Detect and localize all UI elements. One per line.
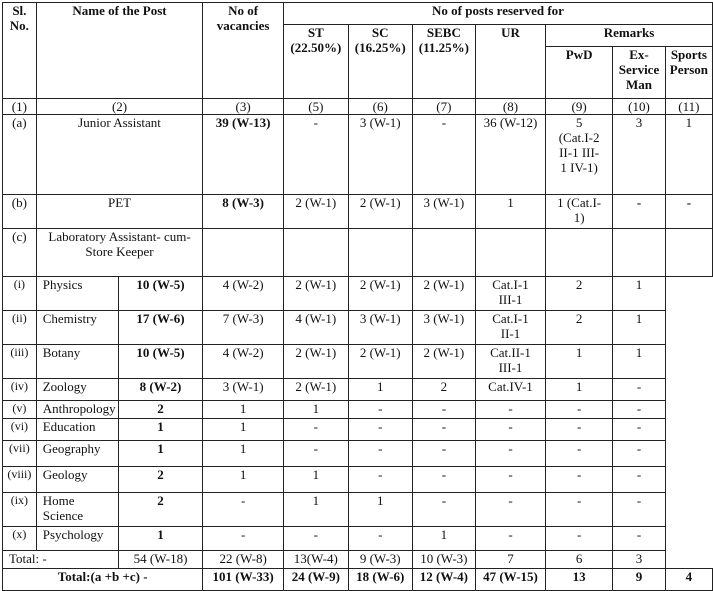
sub-row-ex: -: [546, 527, 613, 551]
row-b-ex: -: [613, 195, 666, 229]
row-a-ur: 36 (W-12): [475, 115, 545, 195]
sub-row-st: 1: [203, 441, 284, 467]
sub-row-sports: -: [613, 467, 666, 493]
row-c-sc-empty: [348, 229, 412, 277]
sub-row-pwd: Cat.II-1 III-1: [475, 345, 545, 379]
sub-row-sc: 2 (W-1): [283, 379, 348, 401]
sub-row-name: Botany: [36, 345, 118, 379]
row-b-sl: (b): [3, 195, 37, 229]
header-sports: Sports Person: [665, 47, 712, 99]
sub-row-pwd: Cat.I-1 III-1: [475, 277, 545, 311]
table-row: [3, 379, 713, 401]
table-row: [3, 311, 713, 345]
sub-row-sc: -: [283, 419, 348, 441]
row-a-sc: 3 (W-1): [348, 115, 412, 195]
grand-total-pwd: 13: [546, 569, 613, 591]
sub-row-ex: 2: [546, 277, 613, 311]
sub-row-st: 1: [203, 467, 284, 493]
sub-row-name: Zoology: [36, 379, 118, 401]
grand-total-label: Total:(a +b +c) -: [3, 569, 203, 591]
colnum-5: (5): [283, 99, 348, 115]
sub-row-sports: -: [613, 527, 666, 551]
colnum-3: (3): [203, 99, 284, 115]
row-c-sl: (c): [3, 229, 37, 277]
table-row: [3, 493, 713, 527]
sub-total-label: Total: -: [3, 551, 119, 569]
sub-row-sl: (v): [3, 401, 37, 419]
sub-row-vacancies: 1: [118, 419, 203, 441]
row-a-ex: 3: [613, 115, 666, 195]
colnum-9: (9): [546, 99, 613, 115]
sub-row-name: Home Science: [36, 493, 118, 527]
sub-row-ur: 3 (W-1): [412, 311, 475, 345]
sub-row-pwd: -: [475, 467, 545, 493]
row-a-sports: 1: [665, 115, 712, 195]
table-row: [3, 277, 713, 311]
grand-total-ex: 9: [613, 569, 666, 591]
sub-row-sports: 1: [613, 311, 666, 345]
row-c-pwd-empty: [546, 229, 613, 277]
sub-row-ur: -: [412, 467, 475, 493]
sub-row-name: Geology: [36, 467, 118, 493]
sub-total-sebc: 9 (W-3): [348, 551, 412, 569]
sub-row-sports: -: [613, 493, 666, 527]
sub-row-st: 4 (W-2): [203, 345, 284, 379]
sub-row-pwd: -: [475, 527, 545, 551]
sub-row-st: 7 (W-3): [203, 311, 284, 345]
sub-total-ex: 6: [546, 551, 613, 569]
sub-row-sebc: 3 (W-1): [348, 311, 412, 345]
sub-row-name: Anthropology: [36, 401, 118, 419]
row-c-st-empty: [283, 229, 348, 277]
sub-total-sports: 3: [613, 551, 666, 569]
sub-row-sebc: -: [348, 527, 412, 551]
sub-row-name: Geography: [36, 441, 118, 467]
sub-row-vacancies: 1: [118, 441, 203, 467]
sub-row-vacancies: 2: [118, 493, 203, 527]
row-a-vacancies: 39 (W-13): [203, 115, 284, 195]
sub-row-sl: (i): [3, 277, 37, 311]
sub-row-ex: 1: [546, 379, 613, 401]
sub-total-vacancies: 54 (W-18): [118, 551, 203, 569]
grand-total-row: [3, 569, 713, 591]
table-row: [3, 441, 713, 467]
sub-row-sc: 1: [283, 401, 348, 419]
sub-row-ex: -: [546, 441, 613, 467]
row-b-sc: 2 (W-1): [348, 195, 412, 229]
row-c-ur-empty: [475, 229, 545, 277]
sub-row-name: Chemistry: [36, 311, 118, 345]
sub-row-sports: -: [613, 441, 666, 467]
row-a-name: Junior Assistant: [36, 115, 203, 195]
row-b-vacancies: 8 (W-3): [203, 195, 284, 229]
header-sebc: SEBC (11.25%): [412, 25, 475, 99]
sub-row-pwd: -: [475, 401, 545, 419]
row-c-ex-empty: [613, 229, 666, 277]
colnum-8: (8): [475, 99, 545, 115]
sub-row-ex: -: [546, 401, 613, 419]
sub-row-ur: -: [412, 441, 475, 467]
sub-row-st: 1: [203, 419, 284, 441]
sub-row-pwd: Cat.I-1 II-1: [475, 311, 545, 345]
sub-row-sl: (x): [3, 527, 37, 551]
sub-row-pwd: -: [475, 493, 545, 527]
sub-row-name: Physics: [36, 277, 118, 311]
sub-row-sc: 2 (W-1): [283, 277, 348, 311]
header-st: ST (22.50%): [283, 25, 348, 99]
grand-total-sebc: 12 (W-4): [412, 569, 475, 591]
row-c-sports-empty: [665, 229, 712, 277]
sub-row-ur: -: [412, 419, 475, 441]
vacancy-table-container: [2, 2, 713, 591]
row-b-sports: -: [665, 195, 712, 229]
sub-row-st: -: [203, 527, 284, 551]
sub-row-ur: 2 (W-1): [412, 345, 475, 379]
sub-row-sl: (iii): [3, 345, 37, 379]
table-row: [3, 401, 713, 419]
table-row: [3, 345, 713, 379]
sub-row-pwd: Cat.IV-1: [475, 379, 545, 401]
sub-row-vacancies: 10 (W-5): [118, 277, 203, 311]
sub-row-st: -: [203, 493, 284, 527]
sub-total-pwd: 7: [475, 551, 545, 569]
sub-row-ur: 2: [412, 379, 475, 401]
sub-row-sl: (ix): [3, 493, 37, 527]
sub-row-sebc: -: [348, 401, 412, 419]
column-number-row: [3, 99, 713, 115]
table-row: [3, 467, 713, 493]
table-row: [3, 229, 713, 277]
sub-row-sebc: -: [348, 441, 412, 467]
sub-row-vacancies: 2: [118, 467, 203, 493]
header-pwd: PwD: [546, 47, 613, 99]
sub-row-sebc: -: [348, 467, 412, 493]
sub-row-sebc: 2 (W-1): [348, 277, 412, 311]
sub-row-ex: 1: [546, 345, 613, 379]
sub-row-ex: -: [546, 493, 613, 527]
grand-total-st: 24 (W-9): [283, 569, 348, 591]
row-b-pwd: 1 (Cat.I-1): [546, 195, 613, 229]
header-ex-service: Ex-Service Man: [613, 47, 666, 99]
sub-row-vacancies: 8 (W-2): [118, 379, 203, 401]
row-c-vacancies-empty: [203, 229, 284, 277]
row-b-sebc: 3 (W-1): [412, 195, 475, 229]
sub-row-pwd: -: [475, 441, 545, 467]
sub-row-sl: (vi): [3, 419, 37, 441]
table-row: [3, 115, 713, 195]
sub-row-sc: 2 (W-1): [283, 345, 348, 379]
grand-total-sports: 4: [665, 569, 712, 591]
sub-row-sebc: 1: [348, 493, 412, 527]
sub-row-sl: (ii): [3, 311, 37, 345]
sub-total-row: [3, 551, 713, 569]
table-row: [3, 195, 713, 229]
sub-row-vacancies: 17 (W-6): [118, 311, 203, 345]
sub-row-sc: -: [283, 441, 348, 467]
sub-row-sports: 1: [613, 345, 666, 379]
sub-row-sc: 1: [283, 467, 348, 493]
colnum-7: (7): [412, 99, 475, 115]
header-vacancies: No of vacancies: [203, 3, 284, 99]
table-row: [3, 527, 713, 551]
sub-row-sports: -: [613, 419, 666, 441]
header-row-1: [3, 3, 713, 25]
sub-row-st: 3 (W-1): [203, 379, 284, 401]
sub-total-sc: 13(W-4): [283, 551, 348, 569]
sub-row-st: 4 (W-2): [203, 277, 284, 311]
sub-row-ex: 2: [546, 311, 613, 345]
table-row: [3, 419, 713, 441]
colnum-10: (10): [613, 99, 666, 115]
sub-row-sports: 1: [613, 277, 666, 311]
sub-row-sebc: 1: [348, 379, 412, 401]
row-b-name: PET: [36, 195, 203, 229]
sub-row-sebc: 2 (W-1): [348, 345, 412, 379]
row-b-st: 2 (W-1): [283, 195, 348, 229]
grand-total-ur: 47 (W-15): [475, 569, 545, 591]
header-post-name: Name of the Post: [36, 3, 203, 99]
row-c-sebc-empty: [412, 229, 475, 277]
colnum-1: (1): [3, 99, 37, 115]
sub-row-sc: 4 (W-1): [283, 311, 348, 345]
sub-total-ur: 10 (W-3): [412, 551, 475, 569]
sub-row-vacancies: 10 (W-5): [118, 345, 203, 379]
sub-row-ur: 2 (W-1): [412, 277, 475, 311]
row-b-ur: 1: [475, 195, 545, 229]
sub-row-name: Psychology: [36, 527, 118, 551]
sub-row-ex: -: [546, 467, 613, 493]
sub-row-sl: (viii): [3, 467, 37, 493]
vacancy-table: [2, 2, 713, 591]
row-c-name: Laboratory Assistant- cum-Store Keeper: [36, 229, 203, 277]
sub-row-sc: 1: [283, 493, 348, 527]
sub-row-st: 1: [203, 401, 284, 419]
sub-row-sports: -: [613, 379, 666, 401]
header-sl-no: Sl. No.: [3, 3, 37, 99]
grand-total-sc: 18 (W-6): [348, 569, 412, 591]
sub-row-ex: -: [546, 419, 613, 441]
row-a-sebc: -: [412, 115, 475, 195]
header-remarks: Remarks: [546, 25, 713, 47]
sub-row-ur: -: [412, 493, 475, 527]
grand-total-vacancies: 101 (W-33): [203, 569, 284, 591]
sub-row-ur: 1: [412, 527, 475, 551]
sub-row-sebc: -: [348, 419, 412, 441]
sub-row-name: Education: [36, 419, 118, 441]
row-a-pwd: 5 (Cat.I-2 II-1 III-1 IV-1): [546, 115, 613, 195]
sub-row-sl: (iv): [3, 379, 37, 401]
header-sc: SC (16.25%): [348, 25, 412, 99]
sub-row-sl: (vii): [3, 441, 37, 467]
sub-row-vacancies: 1: [118, 527, 203, 551]
sub-row-sc: -: [283, 527, 348, 551]
colnum-11: (11): [665, 99, 712, 115]
sub-total-st: 22 (W-8): [203, 551, 284, 569]
sub-row-pwd: -: [475, 419, 545, 441]
colnum-2: (2): [36, 99, 203, 115]
row-a-sl: (a): [3, 115, 37, 195]
header-reserved: No of posts reserved for: [283, 3, 712, 25]
sub-row-vacancies: 2: [118, 401, 203, 419]
sub-row-sports: -: [613, 401, 666, 419]
sub-row-ur: -: [412, 401, 475, 419]
row-a-st: -: [283, 115, 348, 195]
header-ur: UR: [475, 25, 545, 99]
colnum-6: (6): [348, 99, 412, 115]
